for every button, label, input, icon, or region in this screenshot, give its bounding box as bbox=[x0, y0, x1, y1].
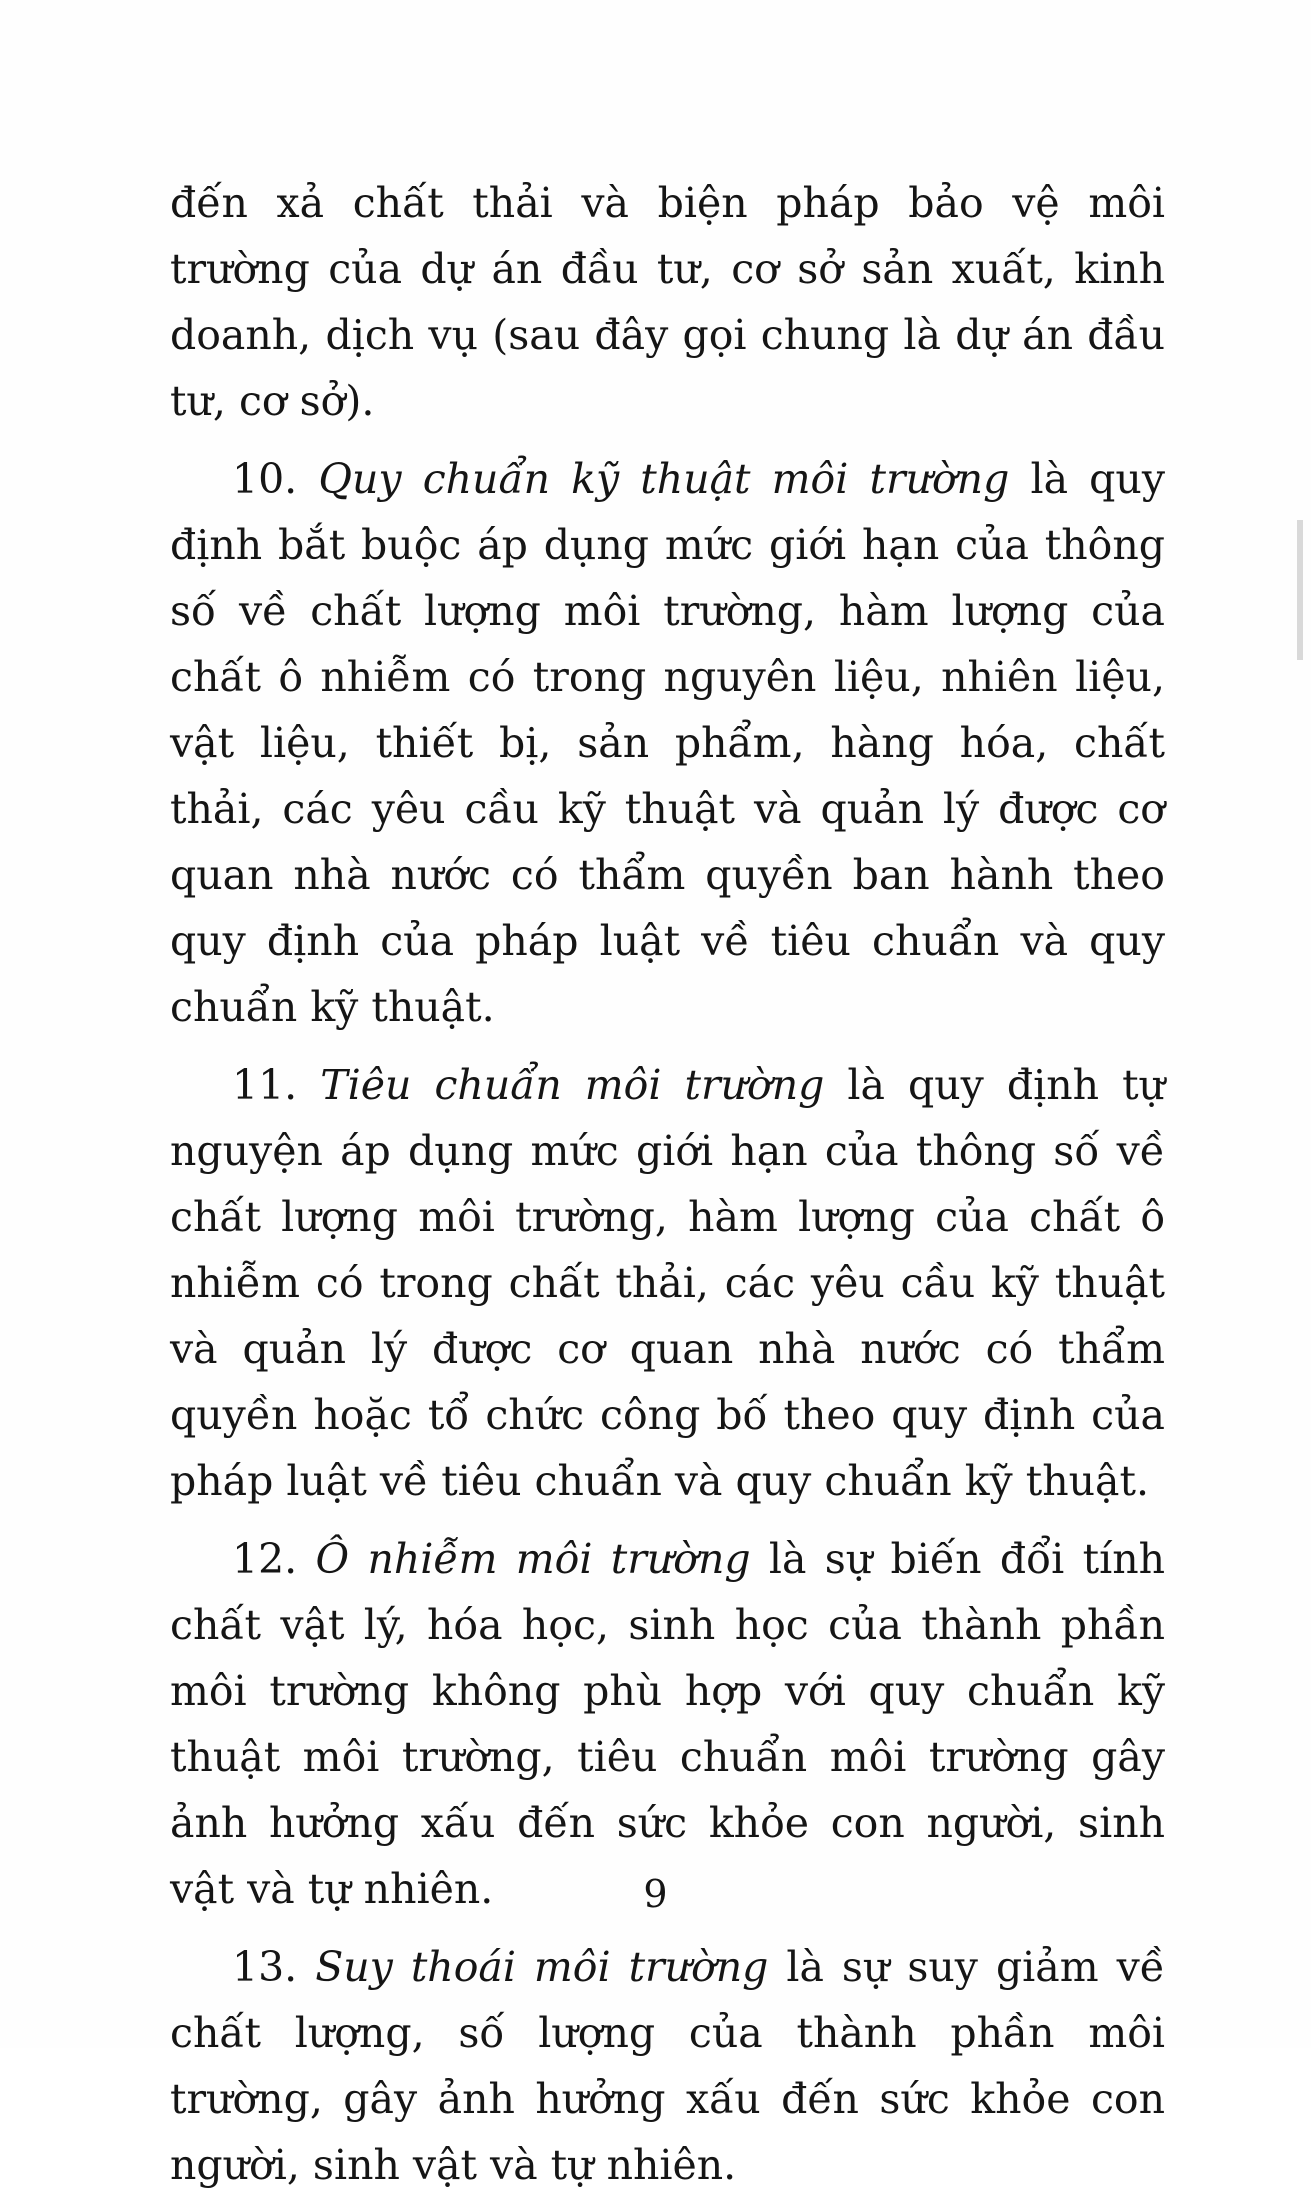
definition-paragraph bbox=[170, 446, 1165, 1040]
definition-term: Tiêu chuẩn môi trường bbox=[320, 1061, 825, 1109]
definition-number: 13. bbox=[232, 1943, 316, 1991]
definition-number: 12. bbox=[232, 1535, 316, 1583]
definition-number: 10. bbox=[232, 455, 319, 503]
definition-number: 11. bbox=[232, 1061, 321, 1109]
definition-text: là sự biến đổi tính chất vật lý, hóa học, sinh học của thành phần môi trường không phù hợp với quy chuẩn kỹ thuật môi trường, tiêu chuẩn môi trường gây ảnh hưởng xấu đến sức khỏe con người, sinh vật và tự nhiên. bbox=[170, 1535, 1166, 1913]
definition-term: Suy thoái môi trường bbox=[315, 1943, 769, 1991]
definition-term: Ô nhiễm môi trường bbox=[315, 1535, 751, 1583]
paragraph-continuation bbox=[170, 170, 1165, 434]
definition-term: Quy chuẩn kỹ thuật môi trường bbox=[318, 455, 1010, 503]
page-number: 9 bbox=[643, 1872, 668, 1916]
definition-paragraph bbox=[170, 1934, 1165, 2198]
definition-text: là quy định bắt buộc áp dụng mức giới hạn của thông số về chất lượng môi trường, hàm lượng của chất ô nhiễm có trong nguyên liệu, nhiên liệu, vật liệu, thiết bị, sản phẩm, hàng hóa, chất thải, các yêu cầu kỹ thuật và quản lý được cơ quan nhà nước có thẩm quyền ban hành theo quy định của pháp luật về tiêu chuẩn và quy chuẩn kỹ thuật. bbox=[170, 455, 1165, 1031]
definition-text: là sự suy giảm về chất lượng, số lượng của thành phần môi trường, gây ảnh hưởng xấu đến sức khỏe con người, sinh vật và tự nhiên. bbox=[170, 1943, 1165, 2189]
definition-paragraph bbox=[170, 1052, 1165, 1514]
definition-paragraph bbox=[170, 1526, 1165, 1922]
definition-text: là quy định tự nguyện áp dụng mức giới hạn của thông số về chất lượng môi trường, hàm lượng của chất ô nhiễm có trong chất thải, các yêu cầu kỹ thuật và quản lý được cơ quan nhà nước có thẩm quyền hoặc tổ chức công bố theo quy định của pháp luật về tiêu chuẩn và quy chuẩn kỹ thuật. bbox=[170, 1061, 1165, 1505]
page-edge-shadow bbox=[1297, 520, 1303, 660]
paragraph-text: đến xả chất thải và biện pháp bảo vệ môi trường của dự án đầu tư, cơ sở sản xuất, kinh doanh, dịch vụ (sau đây gọi chung là dự án đầu tư, cơ sở). bbox=[170, 179, 1165, 425]
